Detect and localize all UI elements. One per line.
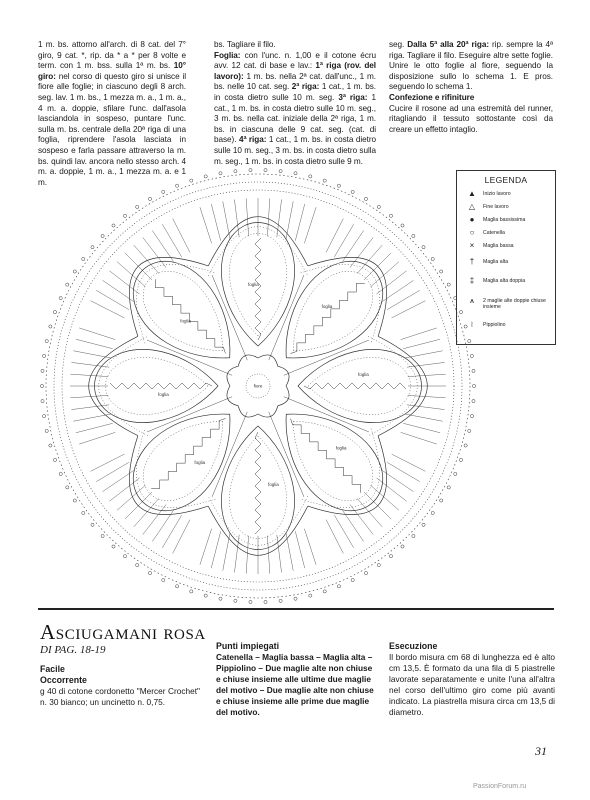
- materials-text: g 40 di cotone cordonetto "Mercer Crochet" n. 30 bianco; un uncinetto n. 0,75.: [40, 686, 200, 707]
- leaf-label: foglia: [358, 372, 369, 377]
- leaf-label: foglia: [268, 482, 279, 487]
- stitches-column: [216, 641, 376, 718]
- legend-label: Maglia bassa: [483, 243, 514, 249]
- legend-symbol-icon: ●: [469, 215, 475, 224]
- finishing-heading: Confezione e rifiniture: [389, 92, 475, 102]
- row-4-label: 4ª riga:: [238, 135, 267, 145]
- leaf-label: foglia: [180, 318, 191, 324]
- legend-symbol-icon: ‡: [469, 276, 475, 285]
- legend-box: [456, 170, 556, 345]
- leaf-label: foglia: [248, 282, 259, 287]
- flower-center-label: fiore: [253, 383, 263, 389]
- difficulty-label: Facile: [40, 664, 65, 674]
- col3-text-1: rip. sempre la 4ª riga. Tagliare il filo. Eseguire altre sette foglie. Unire le otto foglie al fiore, seguendo la disposizione sullo lo schema 1. E pros. seguendo lo schema 1.: [389, 40, 553, 92]
- finishing-text: Cucire il rosone ad una estremità del runner, ritagliando il tessuto sottostante così da creare un effetto intaglio.: [389, 103, 553, 134]
- execution-column: [389, 641, 555, 718]
- leaf-label: foglia: [158, 392, 169, 397]
- legend-label: Inizio lavoro: [483, 191, 511, 197]
- col2-text-4: 1 cat., 1 m. bs. in costa dietro sulle 10 m. seg., 3 m. bs. nella cat. iniziale della 2ª riga, 1 m. bs. in ciascuna delle 9 cat. seg. (cat. di base).: [214, 92, 377, 145]
- article-subtitle: DI PAG. 18-19: [40, 644, 106, 656]
- legend-label: Catenella: [483, 230, 505, 236]
- col2-text-0: bs. Tagliare il filo.: [214, 40, 276, 49]
- legend-label: Fine lavoro: [483, 204, 509, 210]
- legend-symbol-icon: ⩚: [469, 296, 475, 305]
- col2-text-5: 1 cat., 1 m. bs. in costa dietro sulle 10 m. seg., 3 m. bs. in costa dietro sulla m. seg., 1 m. bs. in costa dietro sulle 9 m.: [214, 135, 376, 166]
- col3-text-0: seg.: [389, 40, 408, 49]
- execution-text: Il bordo misura cm 68 di lunghezza ed è alto cm 13,5. È formato da una fila di 5 piastrelle lavorate separatamente e unite l'una all'altra nel corso dell'ultimo giro come più avanti indicato. La piastrella misura circa cm 13,5 di diametro.: [389, 652, 555, 717]
- round-10-text: nel corso di questo giro si unisce il fiore alle foglie; in ciascuno degli 8 arch. seg. lav. 1 m. bs., 1 mezza m. a., 1 m. a., 4 m. a. doppie, sfilare l'unc. dall'asola lasciandola in sospeso, puntare l'unc. sulla m. bs. centrale della 20ª riga di una foglia, riprendere l'asola lasciata in sospeso e farla passare attraverso la m. bs. quindi lav. ancora nello stesso arch. 4 m. a. doppie, 1 m. a., 1 mezza m. a. e 1 m.: [38, 71, 186, 187]
- col2-text-1: con l'unc. n. 1,00 e il cotone écru avv. 12 cat. di base e lav.:: [214, 50, 376, 71]
- legend-symbol-icon: ○: [469, 228, 475, 237]
- row-3-label: 3ª riga:: [338, 92, 368, 102]
- stitches-text: Catenella – Maglia bassa – Maglia alta – Pippiolino – Due maglie alte non chiuse e chiuse insieme alle ultime due maglie del motivo – Due maglie alte non chiuse e chiuse insieme alle prime due maglie del motivo.: [216, 652, 374, 717]
- row-1-label: 1ª riga (rov. del lavoro):: [214, 61, 376, 81]
- stitches-heading: Punti impiegati: [216, 641, 280, 651]
- round-10-label: 10° giro:: [38, 61, 186, 81]
- legend-symbol-icon: △: [468, 202, 476, 211]
- page-number: 31: [535, 744, 547, 758]
- text-column-2: [214, 40, 376, 167]
- legend-symbol-icon: †: [469, 257, 475, 266]
- legend-symbol-icon: ⧘: [471, 320, 473, 329]
- text-column-3: [389, 40, 553, 135]
- col2-text-3: 1 cat., 1 m. bs. in costa dietro sulle 10 m. seg.: [214, 82, 376, 102]
- col1-text: 1 m. bs. attorno all'arch. di 8 cat. del 7° giro, 9 cat. *, rip. da * a * per 8 volte e term. con 1 m. bss. sulla 1ª m. bs.: [38, 40, 186, 71]
- text-column-1: [38, 40, 186, 188]
- difficulty-column: [40, 664, 200, 708]
- article-title: Asciugamani rosa: [40, 620, 206, 644]
- legend-label: Maglia alta doppia: [483, 278, 526, 284]
- legend-label: Pippiolino: [483, 322, 506, 328]
- legend-symbol-icon: ▲: [468, 189, 476, 198]
- legend-symbol-icon: ×: [469, 241, 475, 250]
- execution-heading: Esecuzione: [389, 641, 438, 651]
- col2-text-2: 1 m. bs. nella 2ª cat. dall'unc., 1 m. bs. nelle 10 cat. seg.: [214, 71, 376, 92]
- legend-label: 2 maglie alte doppie chiuse insieme: [483, 298, 546, 310]
- leaf-label: foglia: [335, 445, 347, 451]
- materials-heading: Occorrente: [40, 675, 87, 685]
- leaf-label: foglia: [321, 304, 333, 310]
- legend-label: Maglia bassissima: [483, 217, 526, 223]
- rows-5-20-label: Dalla 5ª alla 20ª riga:: [407, 40, 490, 49]
- legend-label: Maglia alta: [483, 259, 509, 265]
- watermark: PassionForum.ru: [473, 783, 527, 790]
- section-divider: [38, 608, 554, 610]
- row-2-label: 2ª riga:: [291, 82, 320, 92]
- leaf-label: Foglia:: [214, 50, 241, 60]
- leaf-label: foglia: [194, 459, 206, 465]
- legend-title: LEGENDA: [484, 175, 528, 185]
